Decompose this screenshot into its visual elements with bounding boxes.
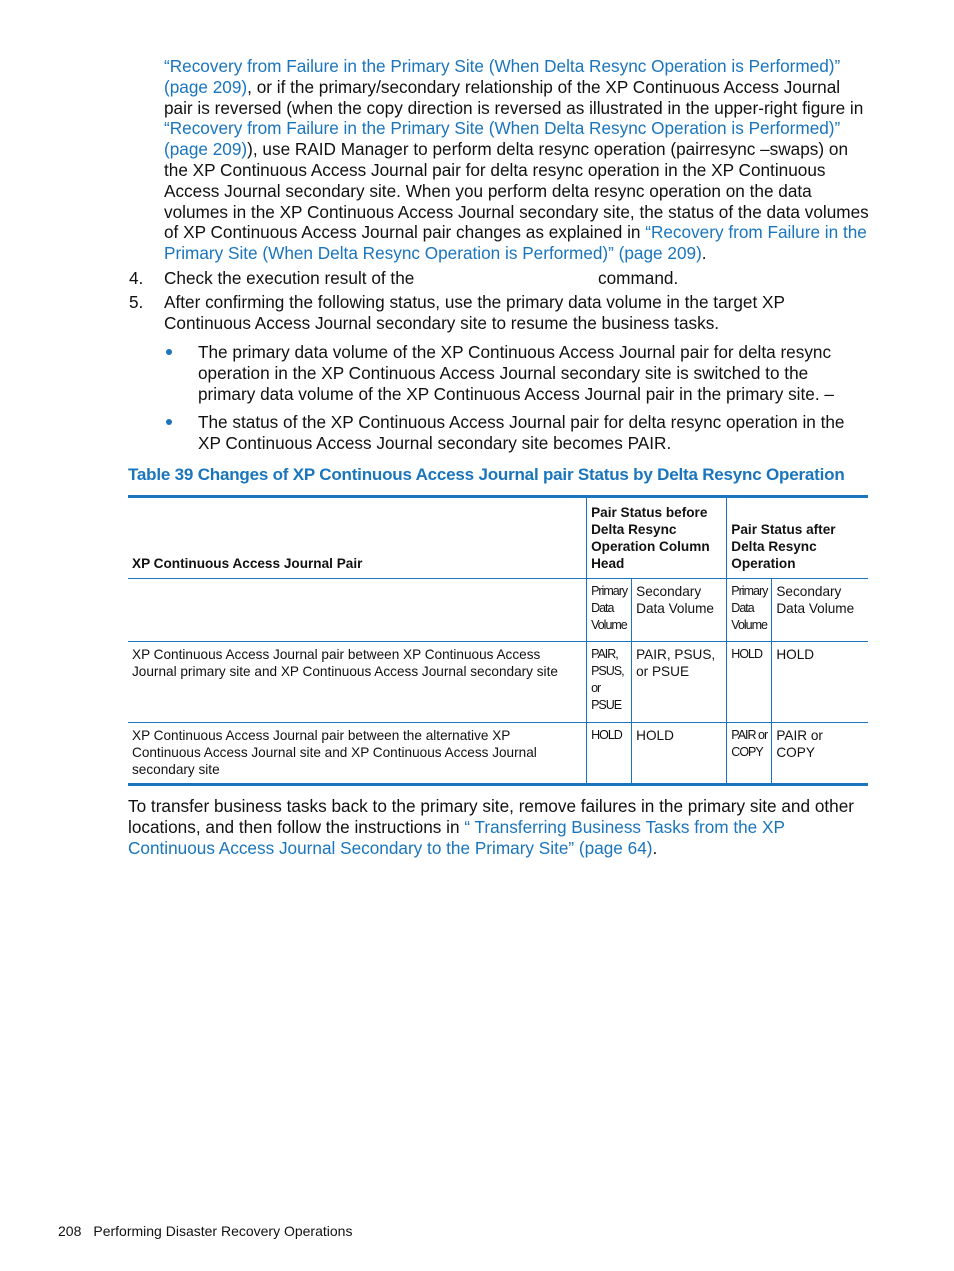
xref-link-recovery-primary-2[interactable]: “Recovery from Failure in the Primary Site (When Delta Resync Operation is Performed)” (page 209) — [164, 118, 841, 160]
bullet-item-1: The primary data volume of the XP Continuous Access Journal pair for delta resync operation in the XP Continuous Access Journal secondary site is switched to the primary data volume of the XP Continuous Access Journal pair in the primary site. – — [198, 342, 834, 404]
row-1-pair: XP Continuous Access Journal pair between XP Continuous Access Journal primary site and XP Continuous Access Journal secondary site — [128, 642, 587, 723]
bullet-icon — [166, 419, 172, 425]
closing-paragraph — [128, 796, 870, 858]
row-2-after-secondary: PAIR or COPY — [772, 723, 868, 785]
page-number: 208 — [58, 1223, 82, 1239]
step-5-text: After confirming the following status, use the primary data volume in the target XP Continuous Access Journal secondary site to resume the business tasks. — [164, 292, 785, 333]
row-2-before-primary: HOLD — [587, 723, 632, 785]
table-row — [128, 723, 868, 785]
closing-end: . — [652, 837, 658, 858]
step-4-text-a: Check the execution result of the — [164, 268, 415, 288]
subheader-before-secondary: Secondary Data Volume — [632, 579, 727, 642]
xref-link-recovery-primary-3[interactable]: “Recovery from Failure in the Primary Site (When Delta Resync Operation is Performed)” (page 209) — [164, 222, 867, 264]
subheader-empty — [128, 579, 587, 642]
row-1-before-primary: PAIR, PSUS, or PSUE — [587, 642, 632, 723]
row-2-before-secondary: HOLD — [632, 723, 727, 785]
row-1-before-secondary: PAIR, PSUS, or PSUE — [632, 642, 727, 723]
step-5-number: 5. — [129, 292, 144, 312]
page-footer — [58, 1223, 352, 1239]
table-subheader-row — [128, 579, 868, 642]
intro-paragraph — [164, 56, 870, 264]
header-pair: XP Continuous Access Journal Pair — [128, 497, 587, 579]
header-status-before: Pair Status before Delta Resync Operation Column Head — [587, 497, 727, 579]
footer-title: Performing Disaster Recovery Operations — [93, 1223, 353, 1239]
xref-link-recovery-primary-1[interactable]: “Recovery from Failure in the Primary Site (When Delta Resync Operation is Performed)” (page 209) — [164, 56, 841, 97]
intro-text-2: ), use RAID Manager to perform delta resync operation (pairresync –swaps) on the XP Continuous Access Journal pair for delta resync operation in the XP Continuous Access Journal secondary site. When you perform delta resync operation on the data volumes in the XP Continuous Access Journal secondary site, the status of the data volumes of XP Continuous Access Journal pair changes as explained in — [164, 139, 869, 243]
table-header-row — [128, 497, 868, 579]
intro-text-3: . — [701, 243, 707, 264]
bullet-item-2: The status of the XP Continuous Access Journal pair for delta resync operation in the XP Continuous Access Journal secondary site becomes PAIR. — [198, 412, 845, 453]
row-2-after-primary: PAIR or COPY — [727, 723, 772, 785]
status-table — [128, 495, 868, 786]
bullet-icon — [166, 349, 172, 355]
closing-text: To transfer business tasks back to the primary site, remove failures in the primary site and other locations, and then follow the instructions in — [128, 796, 855, 837]
intro-text-1: , or if the primary/secondary relationship of the XP Continuous Access Journal pair is reversed (when the copy direction is reversed as illustrated in the upper-right figure in — [164, 76, 864, 118]
table-title: Table 39 Changes of XP Continuous Access Journal pair Status by Delta Resync Operation — [128, 465, 845, 484]
step-4-number: 4. — [129, 268, 144, 288]
row-2-pair: XP Continuous Access Journal pair between the alternative XP Continuous Access Journal site and XP Continuous Access Journal secondary site — [128, 723, 587, 785]
subheader-before-primary: Primary Data Volume — [587, 579, 632, 642]
header-status-after: Pair Status after Delta Resync Operation — [727, 497, 868, 579]
step-4-text-b: command. — [598, 268, 679, 288]
xref-link-transferring-tasks[interactable]: “ Transferring Business Tasks from the XP Continuous Access Journal Secondary to the Primary Site” (page 64) — [128, 816, 785, 858]
subheader-after-secondary: Secondary Data Volume — [772, 579, 868, 642]
row-1-after-secondary: HOLD — [772, 642, 868, 723]
subheader-after-primary: Primary Data Volume — [727, 579, 772, 642]
table-row — [128, 642, 868, 723]
row-1-after-primary: HOLD — [727, 642, 772, 723]
